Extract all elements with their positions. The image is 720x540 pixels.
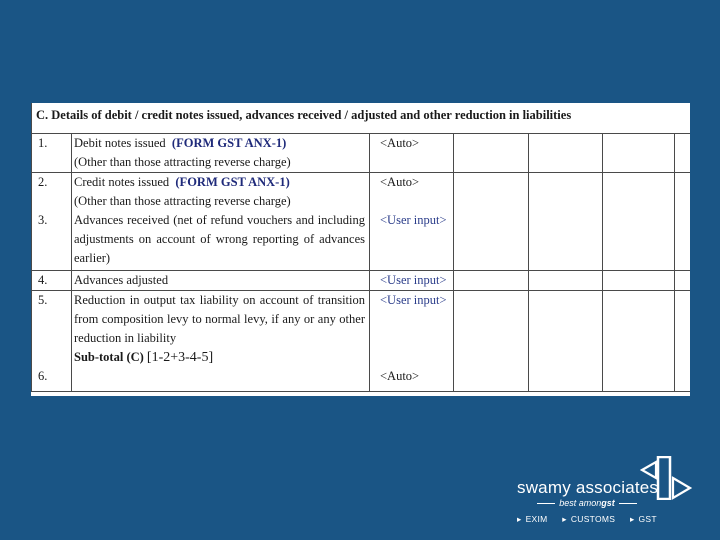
row-value: <Auto>: [380, 175, 420, 189]
row-description-group: [72, 173, 370, 271]
user-input-placeholder: <User input>: [380, 293, 447, 307]
row-label: Reduction in output tax liability on account of transition from composition levy to normal levy, if any or any other reduction in liability: [74, 293, 365, 345]
table-cell: [603, 134, 675, 173]
row-number: 6.: [38, 369, 48, 383]
row-value: <Auto>: [370, 134, 454, 173]
table-row: [32, 271, 691, 291]
table-cell: [454, 291, 529, 392]
row-number-group: [32, 291, 72, 392]
service-list: [517, 514, 669, 525]
row-description-group: [72, 291, 370, 392]
row-value: <Auto>: [380, 369, 420, 383]
table-cell: [529, 271, 603, 291]
table-cell: [675, 271, 691, 291]
service-item: GST: [638, 514, 657, 524]
table-row: [32, 291, 691, 392]
table-cell: [603, 173, 675, 271]
document-excerpt: [31, 103, 690, 396]
table-cell: [675, 291, 691, 392]
table-cell: [454, 173, 529, 271]
form-reference: (FORM GST ANX-1): [171, 136, 287, 150]
arrow-icon: ▸: [629, 514, 635, 524]
row-note: (Other than those attracting reverse charge): [74, 194, 291, 208]
table-cell: [603, 291, 675, 392]
arrow-icon: ▸: [517, 514, 522, 524]
gst-table: [31, 103, 690, 392]
subtotal-label: Sub-total (C): [74, 350, 144, 364]
table-cell: [529, 173, 603, 271]
table-cell: [603, 271, 675, 291]
form-reference: (FORM GST ANX-1): [175, 175, 290, 189]
table-row: [32, 134, 691, 173]
tagline-bold: gst: [601, 498, 615, 508]
row-label: Credit notes issued: [74, 175, 170, 189]
service-item: EXIM: [525, 514, 548, 524]
user-input-placeholder: <User input>: [370, 271, 454, 291]
table-cell: [454, 134, 529, 173]
brand-name: swamy associates: [517, 478, 659, 497]
table-cell: [675, 134, 691, 173]
arrow-icon: ▸: [562, 514, 567, 524]
table-cell: [529, 134, 603, 173]
row-number: 1.: [32, 134, 72, 173]
row-value-group: [370, 291, 454, 392]
row-number-group: [32, 173, 72, 271]
row-number: 4.: [32, 271, 72, 291]
tagline-text: best amon: [559, 498, 602, 508]
row-number: 2.: [38, 175, 48, 189]
row-label: Debit notes issued: [74, 136, 166, 150]
row-label: Advances adjusted: [72, 271, 370, 291]
subtotal-formula: [1-2+3-4-5]: [146, 350, 214, 365]
row-number: 5.: [38, 293, 48, 307]
row-description: [72, 134, 370, 173]
row-label: Advances received (net of refund vouchers and including adjustments on account of wrong reporting of advances earlier): [74, 213, 365, 265]
row-note: (Other than those attracting reverse charge): [74, 155, 291, 169]
table-row: [32, 173, 691, 271]
table-cell: [454, 271, 529, 291]
table-heading: C. Details of debit / credit notes issued, advances received / adjusted and other reduction in liabilities: [32, 103, 691, 134]
brand-logo: [517, 456, 697, 526]
service-item: CUSTOMS: [570, 514, 616, 524]
row-number: 3.: [38, 213, 48, 227]
brand-tagline: [517, 498, 657, 508]
table-heading-row: [32, 103, 691, 134]
table-cell: [529, 291, 603, 392]
row-value-group: [370, 173, 454, 271]
table-cell: [675, 173, 691, 271]
user-input-placeholder: <User input>: [380, 213, 447, 227]
